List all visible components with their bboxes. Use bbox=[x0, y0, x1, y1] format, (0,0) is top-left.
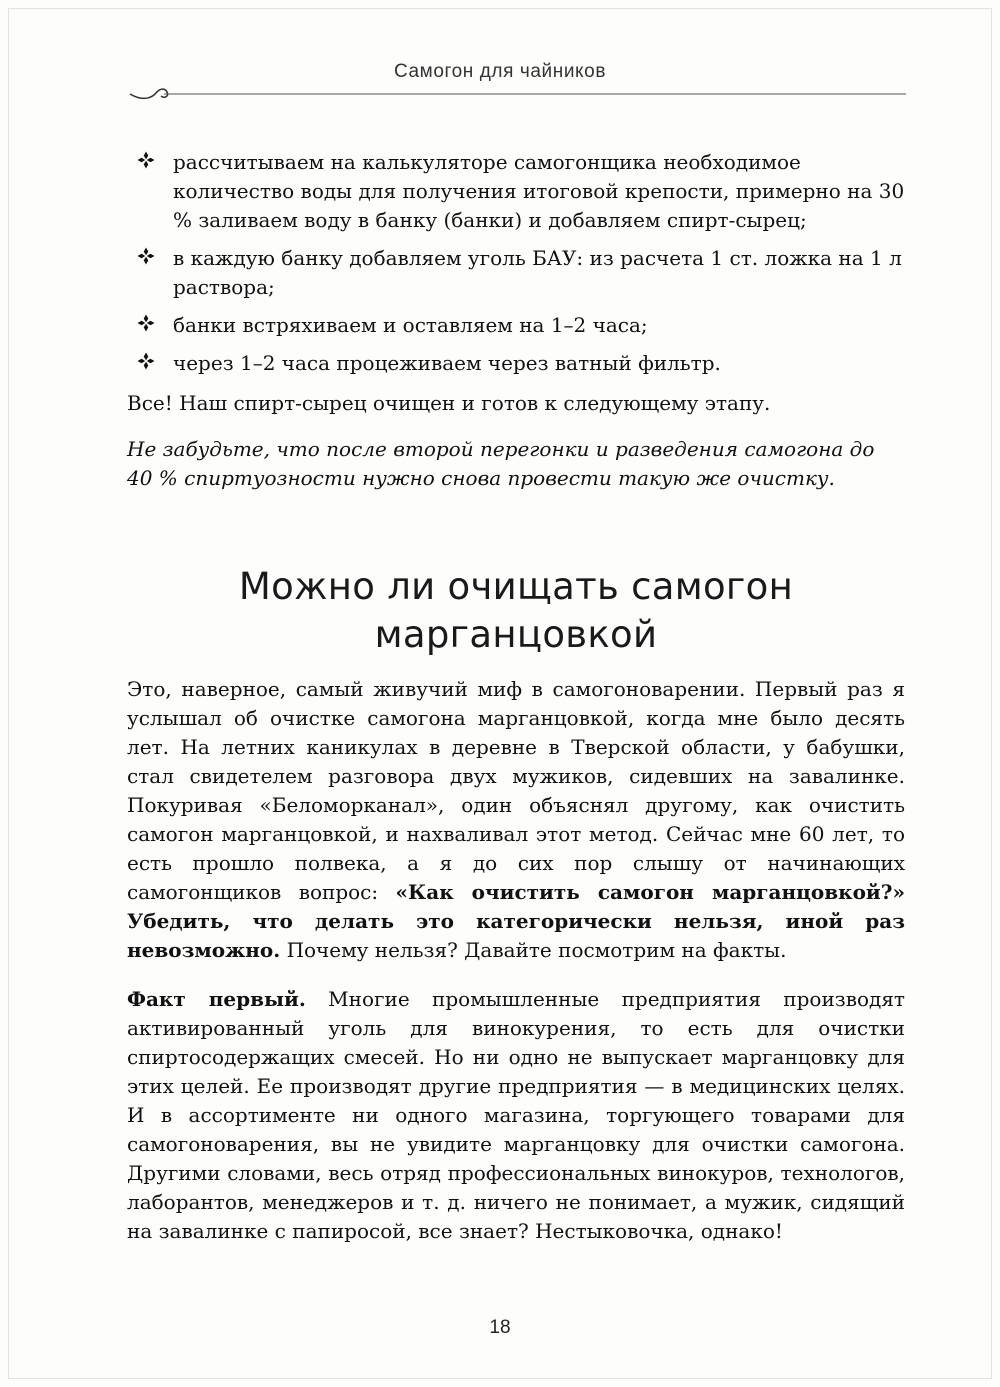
bold-emphasis: «Как очистить самогон марганцовкой?» Убедить, что делать это категорически нельзя, иной раз невозможно. bbox=[127, 880, 905, 962]
page-number: 18 bbox=[489, 1317, 511, 1338]
bullet-list bbox=[127, 148, 905, 378]
bullet-text: рассчитываем на калькуляторе самогонщика необходимое количество воды для получения итоговой крепости, примерно на 30 % заливаем воду в банку (банки) и добавляем спирт-сырец; bbox=[173, 150, 905, 232]
paragraph-text: Многие промышленные предприятия производят активированный уголь для винокурения, то есть для очистки спиртосодержащих смесей. Но ни одно не выпускает марганцовку для этих целей. Ее производят другие предприятия — в медицинских целях. И в ассортименте ни одного магазина, торгующего товарами для самогоноварения, вы не увидите марганцовку для очистки самогона. Другими словами, весь отряд профессиональных винокуров, технологов, лаборантов, менеджеров и т. д. ничего не понимает, а мужик, сидящий на завалинке с папиросой, все знает? Нестыковочка, однако! bbox=[127, 987, 905, 1243]
diamond-bullet-icon bbox=[137, 151, 155, 169]
list-item bbox=[127, 311, 905, 340]
section-heading: Можно ли очищать самогон марганцовкой bbox=[238, 565, 794, 656]
italic-note: Не забудьте, что после второй перегонки и разведения самогона до 40 % спиртуозности нужно снова провести такую же очистку. bbox=[127, 437, 875, 490]
diamond-bullet-icon bbox=[137, 352, 155, 370]
paragraph-text: Почему нельзя? Давайте посмотрим на факты. bbox=[280, 938, 787, 962]
paragraph-fact-one bbox=[127, 985, 905, 1246]
paragraph-text: Это, наверное, самый живучий миф в самогоноварении. Первый раз я услышал об очистке самогона марганцовкой, когда мне было десять лет. На летних каникулах в деревне в Тверской области, у бабушки, стал свидетелем разговора двух мужиков, сидевших на завалинке. Покуривая «Беломорканал», один объяснял другому, как очистить самогон марганцовкой, и нахваливал этот метод. Сейчас мне 60 лет, то есть прошло полвека, а я до сих пор слышу от начинающих самогонщиков вопрос: bbox=[127, 677, 905, 904]
bullet-text: через 1–2 часа процеживаем через ватный фильтр. bbox=[173, 351, 721, 375]
list-item bbox=[127, 148, 905, 235]
header-flourish-rule bbox=[126, 80, 906, 104]
fact-label: Факт первый. bbox=[127, 987, 306, 1011]
main-content bbox=[127, 148, 905, 1246]
flourish-ornament bbox=[130, 89, 168, 98]
bullet-text: банки встряхиваем и оставляем на 1–2 часа; bbox=[173, 313, 648, 337]
paragraph-myth bbox=[127, 675, 905, 965]
list-item bbox=[127, 349, 905, 378]
running-header: Самогон для чайников bbox=[393, 61, 607, 82]
diamond-bullet-icon bbox=[137, 247, 155, 265]
diamond-bullet-icon bbox=[137, 314, 155, 332]
bullet-text: в каждую банку добавляем уголь БАУ: из расчета 1 ст. ложка на 1 л раствора; bbox=[173, 246, 902, 299]
list-item bbox=[127, 244, 905, 302]
conclusion-text: Все! Наш спирт-сырец очищен и готов к следующему этапу. bbox=[127, 391, 771, 415]
